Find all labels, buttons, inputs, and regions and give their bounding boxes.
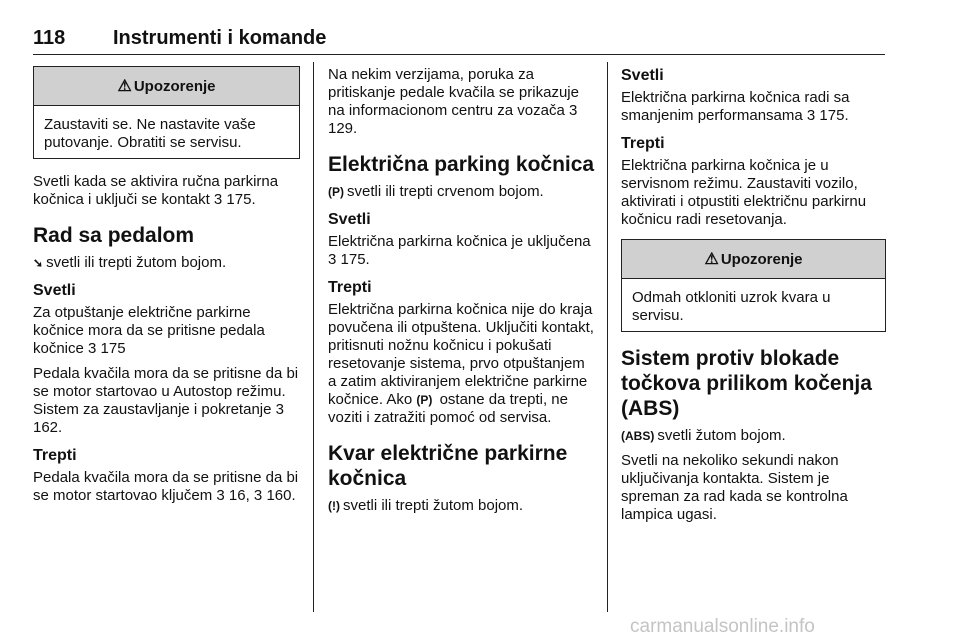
brake-fault-icon: (!) bbox=[328, 499, 340, 513]
parking-brake-icon: (P) bbox=[416, 393, 433, 407]
paragraph-text: Električna parkirna kočnica nije do kraja povučena ili otpuštena. Uključiti kontakt, pritisnuti nožnu kočnicu i pokušati resetovanje sistema, prvo otpuštanjem a zatim aktiviranjem električne parkirne kočnice. Ako bbox=[328, 301, 594, 408]
abs-indicator-line bbox=[621, 427, 886, 445]
section-heading-fault: Kvar električne parkirne kočnica bbox=[328, 442, 568, 490]
icon-description: svetli ili trepti žutom bojom. bbox=[46, 254, 227, 271]
paragraph: Električna parkirna kočnica je uključena 3 175. bbox=[328, 233, 591, 268]
epb-indicator-line bbox=[328, 183, 596, 201]
subheading-trepti: Trepti bbox=[328, 279, 372, 296]
warning-text: Odmah otkloniti uzrok kvara u servisu. bbox=[632, 289, 831, 324]
subheading-svetli: Svetli bbox=[328, 211, 371, 228]
intro-paragraph: Svetli kada se aktivira ručna parkirna kočnica i uključi se kontakt 3 175. bbox=[33, 173, 279, 208]
column-divider bbox=[313, 62, 314, 612]
subheading-trepti: Trepti bbox=[621, 135, 665, 152]
column-3 bbox=[621, 66, 886, 531]
warning-header bbox=[622, 240, 885, 279]
paragraph: Svetli na nekoliko sekundi nakon uključivanja kontakta. Sistem je spreman za rad kada se kontrolna lampica ugasi. bbox=[621, 452, 848, 523]
fault-indicator-line bbox=[328, 497, 596, 515]
paragraph bbox=[328, 301, 596, 427]
warning-title: Upozorenje bbox=[133, 77, 216, 95]
page-number: 118 bbox=[33, 27, 66, 49]
warning-triangle-icon: ⚠ bbox=[704, 251, 719, 268]
pedal-indicator-line bbox=[33, 254, 300, 272]
section-heading-abs: Sistem protiv blokade točkova prilikom kočenja (ABS) bbox=[621, 347, 872, 420]
abs-icon: (ABS) bbox=[621, 429, 655, 443]
subheading-svetli: Svetli bbox=[621, 67, 664, 84]
paragraph: Električna parkirna kočnica je u servisnom režimu. Zaustaviti vozilo, aktivirati i otpustiti električnu parkirnu kočnicu radi resetovanja. bbox=[621, 157, 867, 228]
icon-description: svetli žutom bojom. bbox=[657, 427, 786, 444]
warning-box bbox=[33, 66, 300, 159]
section-heading-pedal: Rad sa pedalom bbox=[33, 224, 195, 247]
subheading-trepti: Trepti bbox=[33, 447, 77, 464]
column-divider bbox=[607, 62, 608, 612]
paragraph: Pedala kvačila mora da se pritisne da bi se motor startovao u Autostop režimu. Sistem za zaustavljanje i pokretanje 3 162. bbox=[33, 365, 299, 436]
column-2 bbox=[328, 66, 596, 522]
paragraph: Pedala kvačila mora da se pritisne da bi se motor startovao ključem 3 16, 3 160. bbox=[33, 469, 299, 504]
subheading-svetli: Svetli bbox=[33, 282, 76, 299]
warning-header bbox=[34, 67, 299, 106]
watermark: carmanualsonline.info bbox=[630, 616, 815, 637]
paragraph-text: ostane da trepti, ne voziti i zatražiti pomoć od servisa. bbox=[328, 391, 568, 426]
section-heading-epb: Električna parking kočnica bbox=[328, 153, 595, 176]
warning-text: Zaustaviti se. Ne nastavite vaše putovanje. Obratiti se servisu. bbox=[44, 116, 256, 151]
column-1 bbox=[33, 66, 300, 512]
paragraph: Električna parkirna kočnica radi sa smanjenim performansama 3 175. bbox=[621, 89, 850, 124]
icon-description: svetli ili trepti žutom bojom. bbox=[343, 497, 524, 514]
warning-box bbox=[621, 239, 886, 332]
chapter-title: Instrumenti i komande bbox=[113, 27, 327, 49]
page-header bbox=[33, 27, 885, 55]
clutch-pedal-icon: ➘ bbox=[33, 256, 44, 270]
warning-triangle-icon: ⚠ bbox=[117, 78, 132, 95]
paragraph: Za otpuštanje električne parkirne kočnice mora da se pritisne pedala kočnice 3 175 bbox=[33, 304, 265, 357]
warning-title: Upozorenje bbox=[720, 250, 803, 268]
parking-brake-icon: (P) bbox=[328, 185, 344, 199]
intro-paragraph: Na nekim verzijama, poruka za pritiskanje pedale kvačila se prikazuje na informacionom centru za vozača 3 129. bbox=[328, 66, 579, 137]
icon-description: svetli ili trepti crvenom bojom. bbox=[347, 183, 544, 200]
